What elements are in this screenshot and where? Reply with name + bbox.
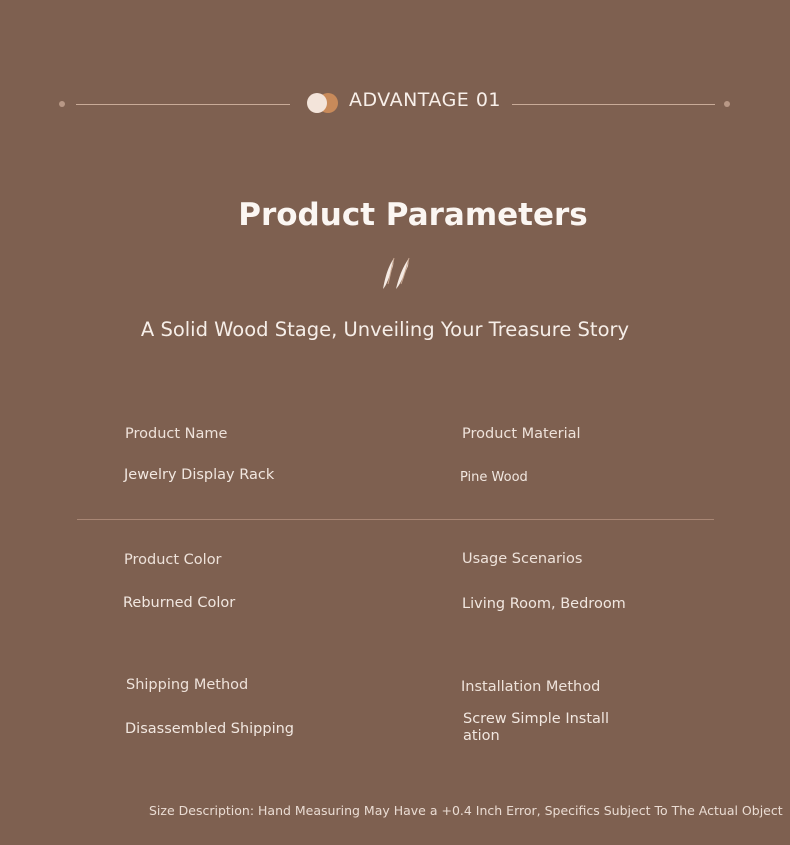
page-title: Product Parameters [238, 197, 588, 233]
header-right-line [512, 104, 715, 105]
product-color-label: Product Color [124, 552, 222, 568]
product-name-label: Product Name [125, 426, 228, 442]
quote-mark-icon [380, 256, 416, 296]
header-right-dot [724, 101, 730, 107]
shipping-method-value: Disassembled Shipping [125, 721, 295, 737]
header-light-dot [307, 93, 327, 113]
product-name-value: Jewelry Display Rack [124, 467, 275, 483]
size-description-note: Size Description: Hand Measuring May Have a +0.4 Inch Error, Specifics Subject To The Actual Object [149, 803, 783, 818]
installation-method-label: Installation Method [461, 679, 601, 695]
usage-scenarios-value: Living Room, Bedroom [462, 596, 626, 612]
installation-method-value: Screw Simple Install ation [463, 711, 609, 744]
header-left-line [76, 104, 290, 105]
product-color-value: Reburned Color [123, 595, 236, 611]
subtitle: A Solid Wood Stage, Unveiling Your Treasure Story [140, 318, 630, 341]
product-material-value: Pine Wood [460, 470, 528, 485]
usage-scenarios-label: Usage Scenarios [462, 551, 583, 567]
advantage-label: ADVANTAGE 01 [349, 89, 502, 111]
divider [77, 519, 714, 520]
header-left-dot [59, 101, 65, 107]
shipping-method-label: Shipping Method [126, 677, 249, 693]
product-material-label: Product Material [462, 426, 581, 442]
